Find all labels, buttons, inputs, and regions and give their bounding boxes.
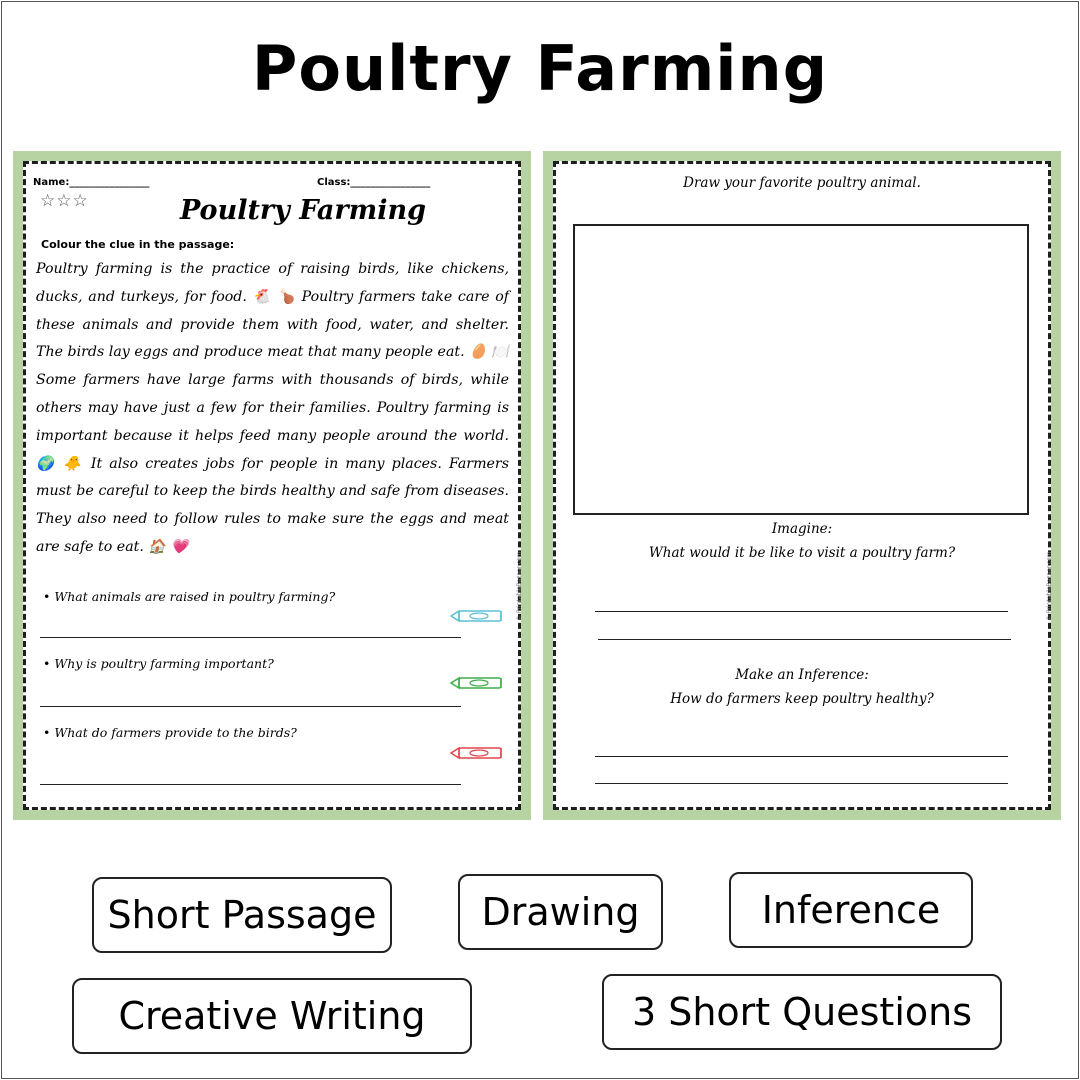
worksheet-title: Poultry Farming [179, 195, 426, 226]
red-crayon-icon [449, 745, 509, 761]
answer-line-1 [40, 637, 461, 638]
green-crayon-icon [449, 675, 509, 691]
class-field-label: Class:________________ [317, 177, 431, 188]
answer-line-3 [40, 784, 461, 785]
tag-short-questions: 3 Short Questions [602, 974, 1002, 1050]
drawing-box [573, 224, 1029, 515]
inference-heading: Make an Inference: [735, 667, 869, 683]
imagine-heading: Imagine: [771, 521, 833, 537]
tag-short-passage: Short Passage [92, 877, 392, 953]
writing-line-4 [595, 783, 1008, 784]
rating-stars-icon: ☆☆☆ [40, 191, 89, 211]
writing-line-1 [595, 611, 1008, 612]
tag-drawing: Drawing [458, 874, 663, 950]
blue-crayon-icon [449, 608, 509, 624]
worksheet-drawing-preview [543, 151, 1061, 820]
question-1: • What animals are raised in poultry farming? [43, 589, 336, 604]
worksheet-passage-preview [13, 151, 531, 820]
name-field-label: Name:________________ [33, 177, 150, 188]
tag-inference: Inference [729, 872, 973, 948]
watermark: © PrintableBazaar.com [1046, 551, 1053, 621]
reading-passage: Poultry farming is the practice of raising birds, like chickens, ducks, and turkeys, for food. 🐔 🍗 Poultry farmers take care of these animals and provide them with food, water, and shelter. The birds lay eggs and produce meat that many people eat. 🥚 🍽️ Some farmers have large farms with thousands of birds, while others may have just a few for their families. Poultry farming is important because it helps feed many people around the world. 🌍 🐥 It also creates jobs for people in many places. Farmers must be careful to keep the birds healthy and safe from diseases. They also need to follow rules to make sure the eggs and meat are safe to eat. 🏠 💗 [36, 261, 509, 555]
tag-creative-writing: Creative Writing [72, 978, 472, 1054]
passage-instruction: Colour the clue in the passage: [41, 238, 235, 251]
writing-line-2 [598, 639, 1011, 640]
inference-question: How do farmers keep poultry healthy? [670, 691, 934, 707]
imagine-question: What would it be like to visit a poultry farm? [648, 545, 956, 561]
answer-line-2 [40, 706, 461, 707]
question-2: • Why is poultry farming important? [43, 656, 274, 671]
watermark: © PrintableBazaar.com [516, 551, 523, 621]
question-3: • What do farmers provide to the birds? [43, 725, 297, 740]
drawing-prompt: Draw your favorite poultry animal. [683, 175, 921, 191]
page-title: Poultry Farming [251, 32, 829, 105]
writing-line-3 [595, 756, 1008, 757]
